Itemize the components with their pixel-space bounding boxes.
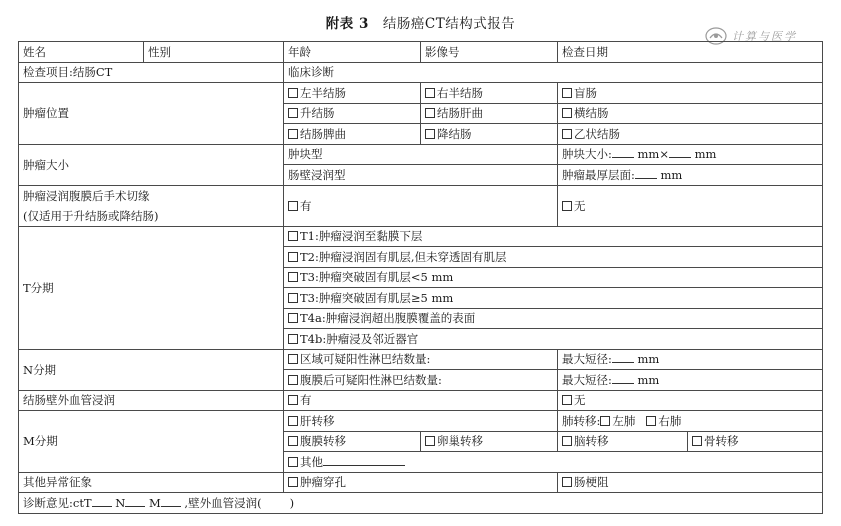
checkbox[interactable] <box>288 88 298 98</box>
retroperitoneal-lymph-node[interactable]: 腹膜后可疑阳性淋巴结数量: <box>284 370 558 391</box>
checkbox[interactable] <box>288 375 298 385</box>
m-stage-row-1 <box>19 411 823 432</box>
other-metastasis[interactable]: 其他 <box>284 452 823 473</box>
checkbox[interactable] <box>288 231 298 241</box>
checkbox[interactable] <box>562 108 572 118</box>
checkbox[interactable] <box>562 129 572 139</box>
checkbox[interactable] <box>288 457 298 467</box>
checkbox[interactable] <box>425 436 435 446</box>
location-option[interactable]: 乙状结肠 <box>558 124 823 145</box>
ovarian-metastasis[interactable]: 卵巢转移 <box>421 431 558 452</box>
regional-short-axis: 最大短径: mm <box>558 349 823 370</box>
peritoneal-metastasis[interactable]: 腹膜转移 <box>284 431 421 452</box>
checkbox[interactable] <box>562 88 572 98</box>
regional-lymph-node[interactable]: 区域可疑阳性淋巴结数量: <box>284 349 558 370</box>
gender-cell: 性别 <box>144 42 284 63</box>
checkbox[interactable] <box>646 416 656 426</box>
t-blank[interactable] <box>92 496 112 507</box>
t-stage-option[interactable]: T4a:肿瘤浸润超出腹膜覆盖的表面 <box>284 308 823 329</box>
mass-size-blank-1[interactable] <box>612 147 634 158</box>
obstruction-option[interactable]: 肠梗阻 <box>558 472 823 493</box>
age-cell: 年龄 <box>284 42 421 63</box>
n-stage-label: N分期 <box>19 349 284 390</box>
checkbox[interactable] <box>692 436 702 446</box>
other-signs-row <box>19 472 823 493</box>
bone-metastasis[interactable]: 骨转移 <box>688 431 823 452</box>
image-no-cell: 影像号 <box>421 42 558 63</box>
wall-thickness-cell: 肿瘤最厚层面: mm <box>558 165 823 186</box>
location-option[interactable]: 左半结肠 <box>284 83 421 104</box>
checkbox[interactable] <box>288 334 298 344</box>
checkbox[interactable] <box>562 436 572 446</box>
location-option[interactable]: 右半结肠 <box>421 83 558 104</box>
location-option[interactable]: 结肠脾曲 <box>284 124 421 145</box>
checkbox[interactable] <box>288 436 298 446</box>
size-label: 肿瘤大小 <box>19 144 284 185</box>
checkbox[interactable] <box>562 201 572 211</box>
lung-metastasis: 肺转移: 左肺 右肺 <box>558 411 823 432</box>
perforation-option[interactable]: 肿瘤穿孔 <box>284 472 558 493</box>
emvi-no[interactable]: 无 <box>558 390 823 411</box>
checkbox[interactable] <box>562 395 572 405</box>
t-stage-option[interactable]: T4b:肿瘤浸及邻近器官 <box>284 329 823 350</box>
location-option[interactable]: 结肠肝曲 <box>421 103 558 124</box>
margin-yes[interactable]: 有 <box>284 185 558 226</box>
t-stage-row <box>19 226 823 247</box>
name-cell: 姓名 <box>19 42 144 63</box>
mass-size-blank-2[interactable] <box>669 147 691 158</box>
checkbox[interactable] <box>425 108 435 118</box>
emvi-yes[interactable]: 有 <box>284 390 558 411</box>
ct-report-table <box>18 41 823 514</box>
location-label: 肿瘤位置 <box>19 83 284 145</box>
other-metastasis-blank[interactable] <box>323 455 405 466</box>
logo-text: 计算与医学 <box>732 30 797 43</box>
retroperitoneal-short-axis: 最大短径: mm <box>558 370 823 391</box>
emvi-blank[interactable] <box>262 497 290 507</box>
checkbox[interactable] <box>288 395 298 405</box>
n-blank[interactable] <box>125 496 145 507</box>
margin-row <box>19 185 823 226</box>
m-blank[interactable] <box>161 496 181 507</box>
margin-label: 肿瘤浸润腹膜后手术切缘 (仅适用于升结肠或降结肠) <box>19 185 284 226</box>
other-signs-label: 其他异常征象 <box>19 472 284 493</box>
location-option[interactable]: 降结肠 <box>421 124 558 145</box>
checkbox[interactable] <box>288 129 298 139</box>
emvi-label: 结肠壁外血管浸润 <box>19 390 284 411</box>
clinical-diagnosis-cell: 临床诊断 <box>284 62 823 83</box>
mass-type-cell: 肿块型 <box>284 144 558 165</box>
checkbox[interactable] <box>288 272 298 282</box>
short-axis-blank[interactable] <box>612 373 634 384</box>
checkbox[interactable] <box>288 477 298 487</box>
location-option[interactable]: 升结肠 <box>284 103 421 124</box>
liver-metastasis[interactable]: 肝转移 <box>284 411 558 432</box>
checkbox[interactable] <box>425 88 435 98</box>
exam-row <box>19 62 823 83</box>
short-axis-blank[interactable] <box>612 352 634 363</box>
n-stage-row-1 <box>19 349 823 370</box>
checkbox[interactable] <box>288 354 298 364</box>
checkbox[interactable] <box>562 477 572 487</box>
exam-item-cell: 检查项目:结肠CT <box>19 62 284 83</box>
checkbox[interactable] <box>288 108 298 118</box>
location-row-1 <box>19 83 823 104</box>
t-stage-option[interactable]: T3:肿瘤突破固有肌层≥5 mm <box>284 288 823 309</box>
wall-type-cell: 肠壁浸润型 <box>284 165 558 186</box>
t-stage-label: T分期 <box>19 226 284 349</box>
m-stage-label: M分期 <box>19 411 284 473</box>
conclusion-row <box>19 493 823 514</box>
exam-date-cell: 检查日期 <box>558 42 823 63</box>
checkbox[interactable] <box>288 201 298 211</box>
location-option[interactable]: 横结肠 <box>558 103 823 124</box>
t-stage-option[interactable]: T1:肿瘤浸润至黏膜下层 <box>284 226 823 247</box>
t-stage-option[interactable]: T2:肿瘤浸润固有肌层,但未穿透固有肌层 <box>284 247 823 268</box>
wall-thickness-blank[interactable] <box>635 168 657 179</box>
header-row <box>19 42 823 63</box>
appendix-number: 附表 3 <box>325 16 369 32</box>
location-option[interactable]: 盲肠 <box>558 83 823 104</box>
checkbox[interactable] <box>288 293 298 303</box>
margin-no[interactable]: 无 <box>558 185 823 226</box>
diagnosis-opinion: 诊断意见:ctT N M ,壁外血管浸润( ) <box>19 493 823 514</box>
t-stage-option[interactable]: T3:肿瘤突破固有肌层<5 mm <box>284 267 823 288</box>
checkbox[interactable] <box>600 416 610 426</box>
checkbox[interactable] <box>425 129 435 139</box>
brain-metastasis[interactable]: 脑转移 <box>558 431 688 452</box>
checkbox[interactable] <box>288 252 298 262</box>
title-text: 结肠癌CT结构式报告 <box>382 16 516 32</box>
checkbox[interactable] <box>288 313 298 323</box>
checkbox[interactable] <box>288 416 298 426</box>
mass-size-cell: 肿块大小: mm× mm <box>558 144 823 165</box>
size-row-1 <box>19 144 823 165</box>
emvi-row <box>19 390 823 411</box>
